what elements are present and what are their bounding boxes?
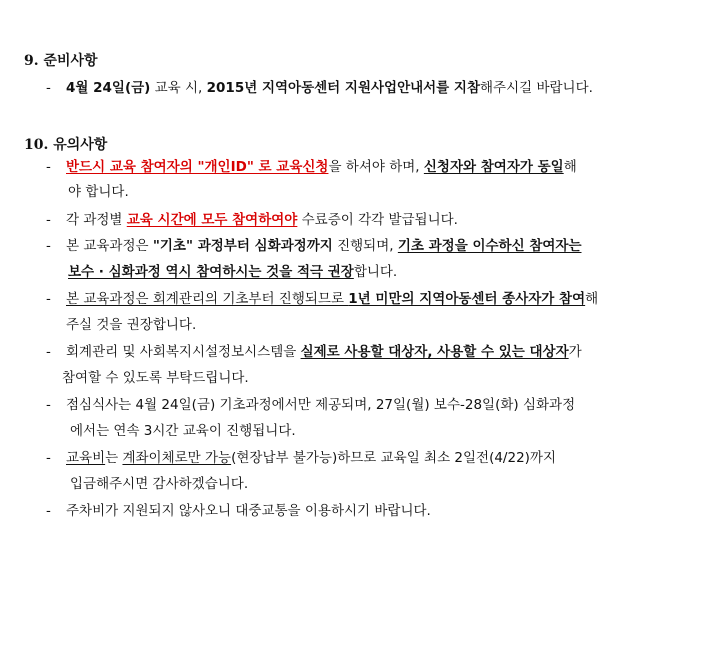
s10-item-7-cont: 입금해주시면 감사하겠습니다. [70,476,249,492]
bullet-dash: - [46,291,51,307]
section-10-heading: 10. 유의사항 [24,137,108,153]
bullet-dash: - [46,344,51,360]
bullet-dash: - [46,450,51,466]
s10-item-1-cont: 야 합니다. [68,184,129,200]
s9-item-1-text: 4월 24일(금) 교육 시, 2015년 지역아동센터 지원사업안내서를 지참해주시길 바랍니다. [66,80,593,96]
bullet-dash: - [46,397,51,413]
s10-item-1-text: 반드시 교육 참여자의 "개인ID" 로 교육신청을 하셔야 하며, 신청자와 참여자가 동일해 [66,159,577,175]
s10-item-8-text: 주차비가 지원되지 않사오니 대중교통을 이용하시기 바랍니다. [66,503,431,519]
bullet-dash: - [46,238,51,254]
s10-item-4-text: 본 교육과정은 회계관리의 기초부터 진행되므로 1년 미만의 지역아동센터 종사자가 참여해 [66,291,599,307]
s10-item-2-text: 각 과정별 교육 시간에 모두 참여하여야 수료증이 각각 발급됩니다. [66,212,458,228]
section-9-heading: 9. 준비사항 [24,53,98,69]
s10-item-7-text: 교육비는 계좌이체로만 가능(현장납부 불가능)하므로 교육일 최소 2일전(4/22)까지 [66,450,557,466]
s10-item-6-text: 점심식사는 4월 24일(금) 기초과정에서만 제공되며, 27일(월) 보수-28일(화) 심화과정 [66,397,576,413]
s10-item-5-text: 회계관리 및 사회복지시설정보시스템을 실제로 사용할 대상자, 사용할 수 있는 대상자가 [66,344,582,360]
s10-item-3-text: 본 교육과정은 "기초" 과정부터 심화과정까지 진행되며, 기초 과정을 이수하신 참여자는 [66,238,582,254]
s10-item-6-cont: 에서는 연속 3시간 교육이 진행됩니다. [70,423,296,439]
bullet-dash: - [46,503,51,519]
s10-item-5-cont: 참여할 수 있도록 부탁드립니다. [62,370,249,386]
s10-item-3-cont: 보수 · 심화과정 역시 참여하시는 것을 적극 권장합니다. [68,264,398,280]
bullet-dash: - [46,159,51,175]
bullet-dash: - [46,80,51,96]
s10-item-4-cont: 주실 것을 권장합니다. [66,317,197,333]
bullet-dash: - [46,212,51,228]
